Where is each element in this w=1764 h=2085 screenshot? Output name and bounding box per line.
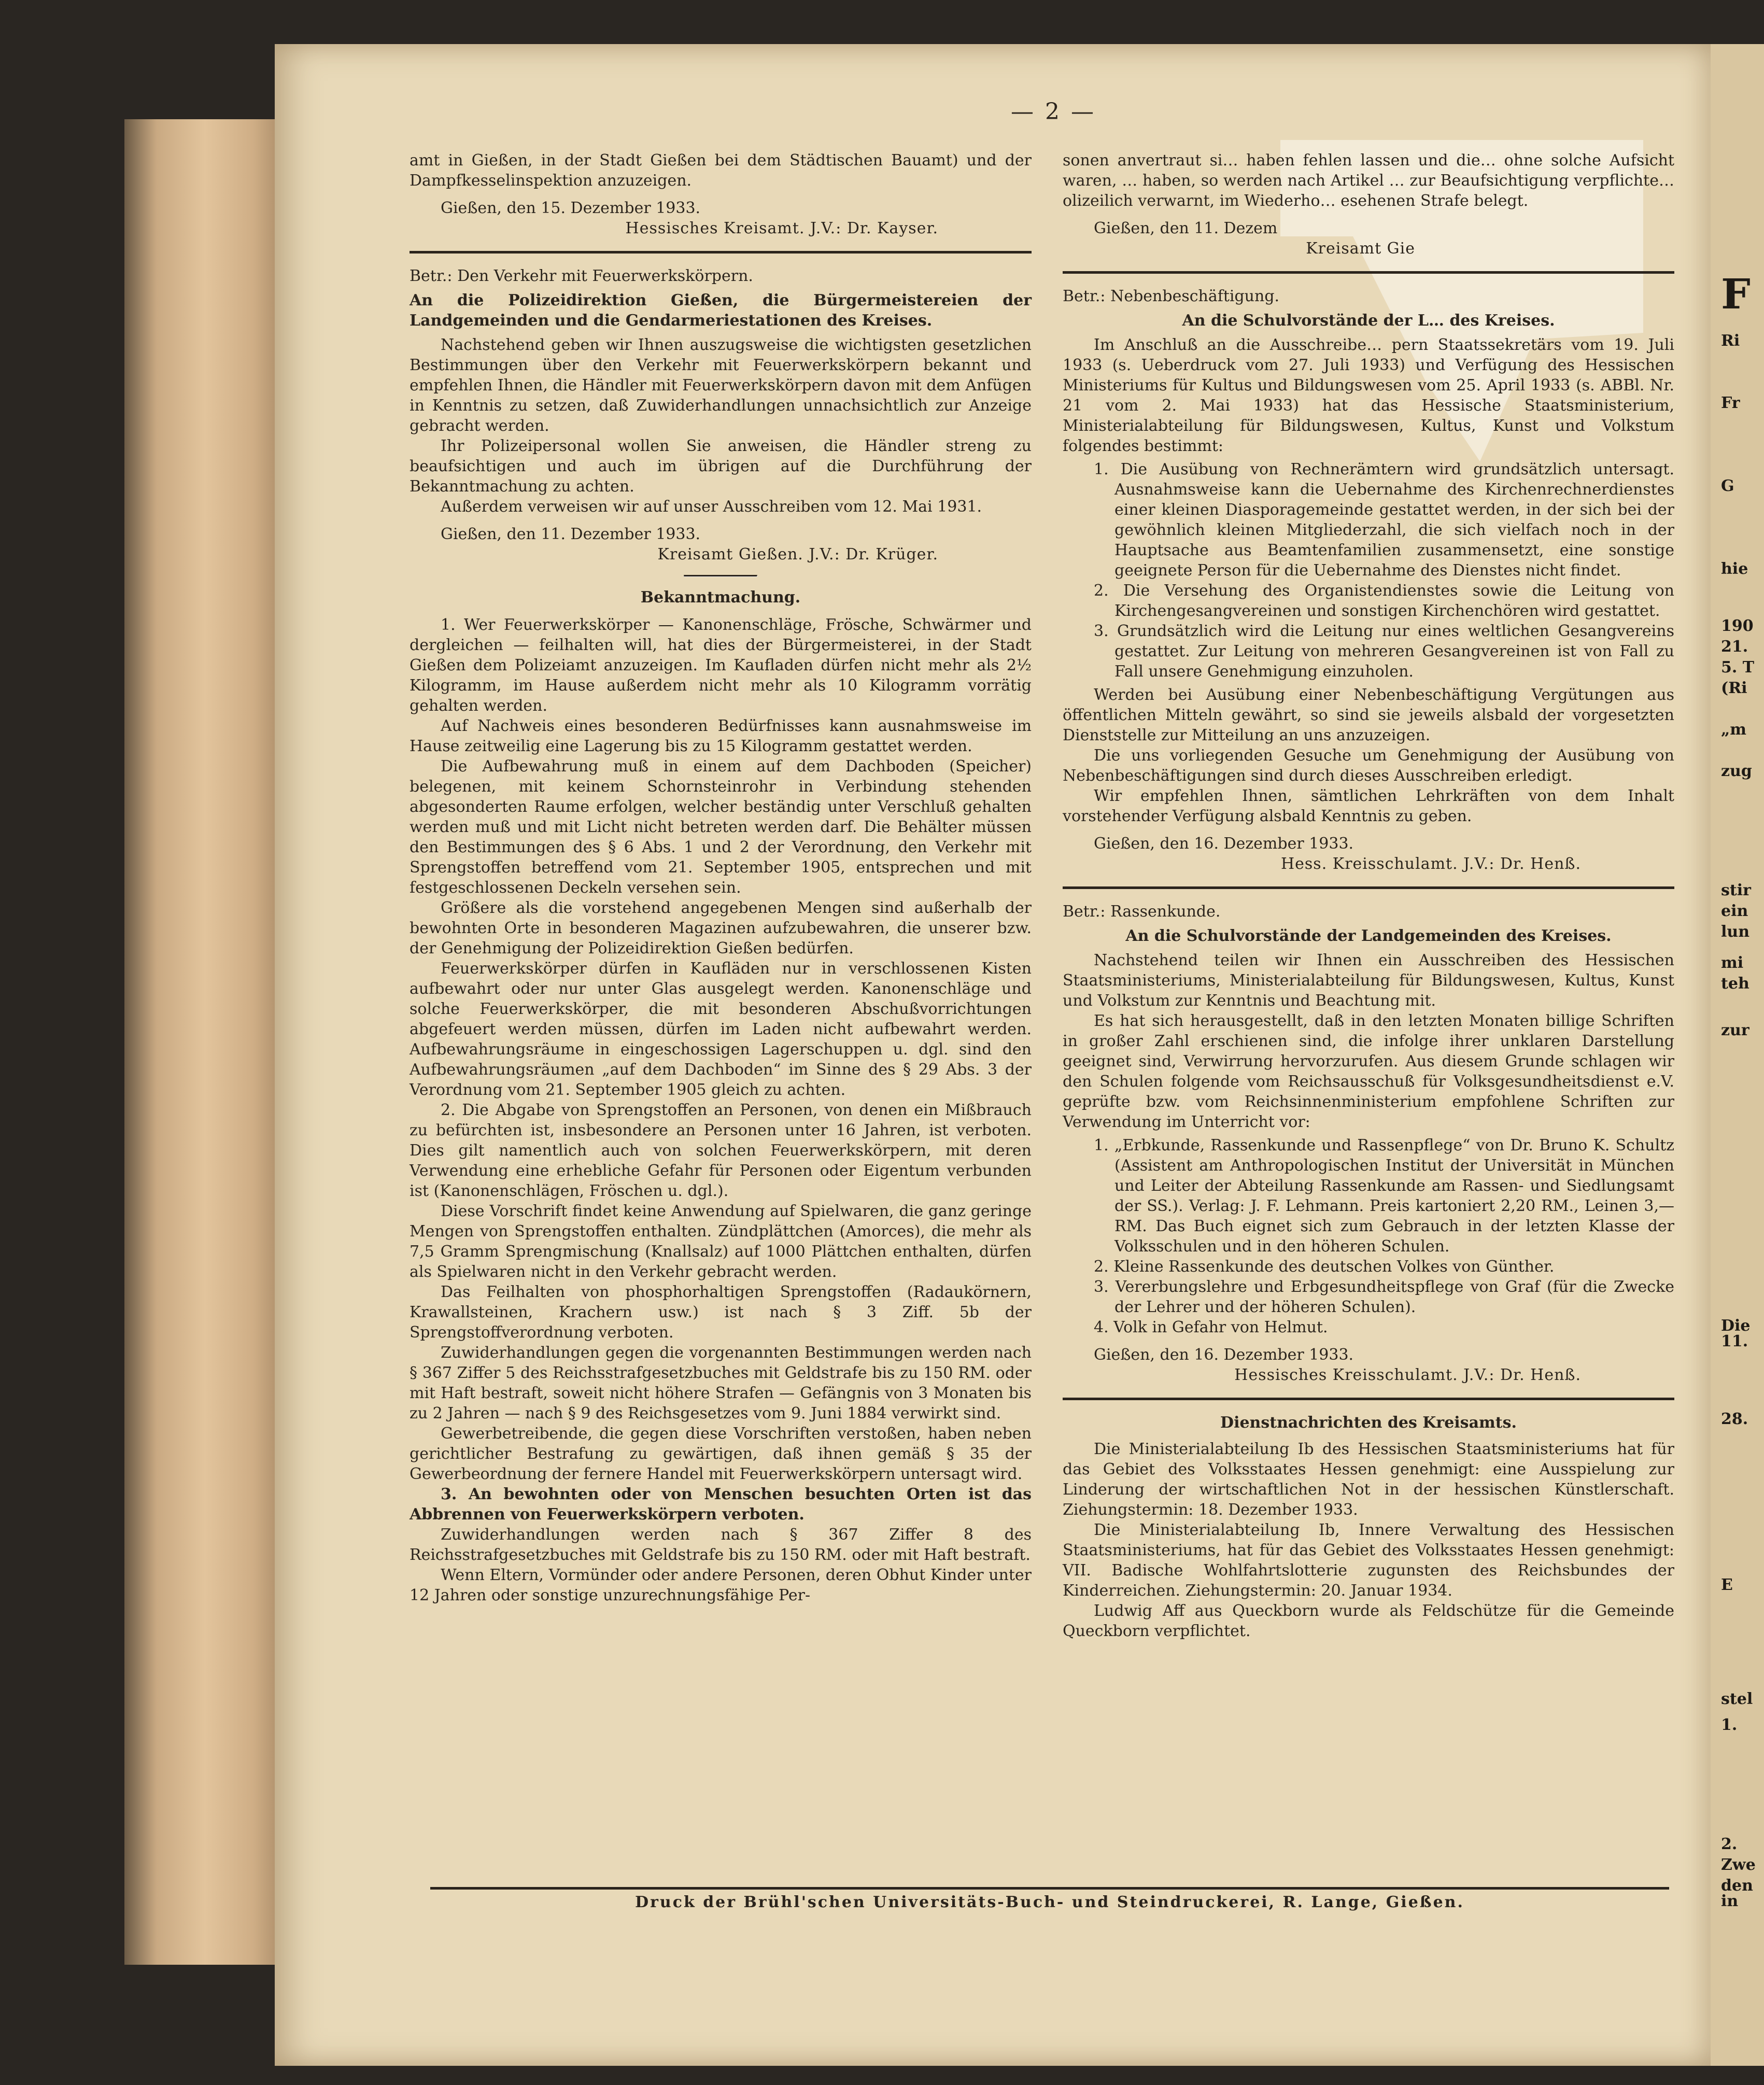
numbered-list — [1094, 459, 1674, 682]
list-item: 3. Grundsätzlich wird die Leitung nur eines weltlichen Gesangvereins gestattet. Zur Leitung von mehreren Gesangvereinen ist von Fall zu Fall unsere Genehmigung einzuholen. — [1094, 622, 1674, 681]
adjacent-page-fragment: teh — [1721, 975, 1749, 993]
date-line: Gießen, den 16. Dezember 1933. — [1094, 835, 1354, 853]
right-column — [1063, 150, 1674, 1641]
left-column — [410, 150, 1032, 1605]
adjacent-page-fragment: stel — [1721, 1690, 1753, 1708]
paragraph: Außerdem verweisen wir auf unser Ausschreiben vom 12. Mai 1931. — [441, 498, 982, 516]
signature: Kreisamt Gießen. J.V.: Dr. Krüger. — [657, 545, 938, 563]
adjacent-page-fragment: 28. — [1721, 1410, 1748, 1428]
announcement-title: Bekanntmachung. — [640, 588, 801, 607]
paragraph: Die uns vorliegenden Gesuche um Genehmigung der Ausübung von Nebenbeschäftigungen sind durch dieses Ausschreiben erledigt. — [1063, 746, 1674, 785]
paragraph: Gewerbetreibende, die gegen diese Vorschriften verstoßen, haben neben gerichtlicher Bestrafung zu gewärtigen, daß ihnen gemäß § 35 der Gewerbeordnung der fernere Handel mit Feuerwerkskörpern untersagt wird. — [410, 1425, 1032, 1483]
list-item: 2. Die Versehung des Organistendienstes sowie die Leitung von Kirchengesangvereinen und sonstigen Kirchenchören wird gestattet. — [1094, 582, 1674, 620]
paragraph: Feuerwerkskörper dürfen in Kaufläden nur in verschlossenen Kisten aufbewahrt oder nur unter Glas ausgelegt werden. Kanonenschläge und solche Feuerwerkskörper, die mit besonderen Abschußvorrichtungen abgefeuert werden müssen, dürfen im Laden nicht aufbewahrt werden. Aufbewahrungsräume in eingeschossigen Lagerschuppen u. dgl. sind den Aufbewahrungsräumen „auf dem Dachboden“ im Sinne des § 29 Abs. 3 der Verordnung vom 21. September 1905 gleich zu achten. — [410, 960, 1032, 1099]
list-item: 1. „Erbkunde, Rassenkunde und Rassenpflege“ von Dr. Bruno K. Schultz (Assistent am Anthropologischen Institut der Universität in München und Leiter der Abteilung Rassenkunde am Rassen- und Siedlungsamt der SS.). Verlag: J. F. Lehmann. Preis kartoniert 2,20 RM., Leinen 3,— RM. Das Buch eignet sich zum Gebrauch in der letzten Klasse der Volksschulen und in den höheren Schulen. — [1094, 1136, 1674, 1256]
adjacent-page-fragment: hie — [1721, 560, 1748, 578]
book-page-edges — [124, 119, 285, 1965]
page-number: — 2 — — [1011, 98, 1096, 125]
list-item: 3. Vererbungslehre und Erbgesundheitspflege von Graf (für die Zwecke der Lehrer und der höheren Schulen). — [1094, 1278, 1674, 1316]
paragraph: Es hat sich herausgestellt, daß in den letzten Monaten billige Schriften in großer Zahl erschienen sind, die infolge ihrer unklaren Darstellung geeignet sind, Verwirrung hervorzurufen. Aus diesem Grunde schlagen wir den Schulen folgende vom Reichsausschuß für Volksgesundheitsdienst e.V. geprüfte bzw. vom Reichsinnenministerium empfohlene Schriften zur Verwendung im Unterricht vor: — [1063, 1012, 1674, 1131]
adjacent-page-fragment: lun — [1721, 923, 1750, 941]
paragraph: Wenn Eltern, Vormünder oder andere Personen, deren Obhut Kinder unter 12 Jahren oder sonstige unzurechnungsfähige Per- — [410, 1566, 1032, 1604]
section-divider — [1063, 271, 1674, 274]
adjacent-page-fragment: Ri — [1721, 332, 1740, 350]
paragraph: Zuwiderhandlungen werden nach § 367 Ziffer 8 des Reichsstrafgesetzbuches mit Geldstrafe bis zu 150 RM. oder mit Haft bestraft. — [410, 1526, 1032, 1564]
adjacent-page-fragment: „m — [1721, 721, 1746, 739]
short-divider — [684, 575, 757, 577]
adjacent-page-fragment: F — [1721, 270, 1751, 318]
signature: Kreisamt Gie — [1306, 240, 1415, 258]
paragraph: Die Ministerialabteilung Ib des Hessischen Staatsministeriums hat für das Gebiet des Volksstaates Hessen genehmigt: eine Ausspielung zur Linderung der wirtschaftlichen Not in der hessischen Künstlerschaft. Ziehungstermin: 18. Dezember 1933. — [1063, 1440, 1674, 1519]
adjacent-page-fragment: (Ri — [1721, 679, 1747, 697]
paragraph: 1. Wer Feuerwerkskörper — Kanonenschläge, Frösche, Schwärmer und dergleichen — feilhalten will, hat dies der Bürgermeisterei, in der Stadt Gießen dem Polizeiamt anzuzeigen. Im Kaufladen dürfen nicht mehr als 2½ Kilogramm, im Hause außerdem nicht mehr als 10 Kilogramm vorrätig gehalten werden. — [410, 616, 1032, 715]
adjacent-page-fragment: mi — [1721, 954, 1744, 972]
list-item: 4. Volk in Gefahr von Helmut. — [1094, 1318, 1328, 1336]
subject-line: Betr.: Rassenkunde. — [1063, 903, 1221, 921]
paragraph: Die Ministerialabteilung Ib, Innere Verwaltung des Hessischen Staatsministeriums, hat für das Gebiet des Volksstaates Hessen genehmigt: VII. Badische Wohlfahrtslotterie zugunsten des Reichsbundes der Kinderreichen. Ziehungstermin: 20. Januar 1934. — [1063, 1521, 1674, 1600]
paragraph: Nachstehend geben wir Ihnen auszugsweise die wichtigsten gesetzlichen Bestimmungen über den Verkehr mit Feuerwerkskörpern bekannt und empfehlen Ihnen, die Händler mit Feuerwerkskörpern davon mit dem Anfügen in Kenntnis zu setzen, daß Zuwiderhandlungen unnachsichtlich zur Anzeige gebracht werden. — [410, 336, 1032, 435]
paragraph: Auf Nachweis eines besonderen Bedürfnisses kann ausnahmsweise im Hause zeitweilig eine Lagerung bis zu 15 Kilogramm gestattet werden. — [410, 717, 1032, 755]
adjacent-page-fragment: Zwe — [1721, 1856, 1756, 1874]
paragraph: Werden bei Ausübung einer Nebenbeschäftigung Vergütungen aus öffentlichen Mitteln gewährt, so sind sie jeweils alsbald der vorgesetzten Dienststelle zur Mitteilung an uns anzuzeigen. — [1063, 686, 1674, 744]
adjacent-page-fragment: den — [1721, 1877, 1753, 1895]
adjacent-page-fragment: Die — [1721, 1317, 1751, 1335]
adjacent-page-fragment: 190 — [1721, 617, 1754, 635]
paragraph: Zuwiderhandlungen gegen die vorgenannten Bestimmungen werden nach § 367 Ziffer 5 des Reichsstrafgesetzbuches mit Geldstrafe bis zu 150 RM. oder mit Haft bestraft, soweit nicht höhere Strafen — Gefängnis von 3 Monaten bis zu 2 Jahren — nach § 9 des Reichsgesetzes vom 9. Juni 1884 verwirkt sind. — [410, 1344, 1032, 1422]
adjacent-page-fragment: 21. — [1721, 638, 1748, 656]
paragraph: Größere als die vorstehend angegebenen Mengen sind außerhalb der bewohnten Orte in besonderen Magazinen aufzubewahren, die unserer bzw. der Genehmigung der Polizeidirektion Gießen bedürfen. — [410, 899, 1032, 957]
adjacent-page-fragment: in — [1721, 1892, 1739, 1910]
date-line: Gießen, den 11. Dezember 1933. — [441, 525, 701, 543]
adjacent-page-fragment: Fr — [1721, 394, 1740, 412]
addressee-line: An die Schulvorstände der L… des Kreises. — [1182, 312, 1555, 330]
adjacent-page-fragment: ein — [1721, 902, 1748, 920]
addressee-line: An die Polizeidirektion Gießen, die Bürgermeistereien der Landgemeinden und die Gendarmeriestationen des Kreises. — [410, 291, 1032, 330]
paragraph: Wir empfehlen Ihnen, sämtlichen Lehrkräften von dem Inhalt vorstehender Verfügung alsbald Kenntnis zu geben. — [1063, 787, 1674, 825]
adjacent-page-fragment: zug — [1721, 762, 1752, 780]
torn-fragment-text: sonen anvertraut si… haben fehlen lassen und die… ohne solche Aufsicht waren, … haben, so werden nach Artikel … zur Beaufsichtigung verpflichte… olizeilich verwarnt, im Wiederho… esehenen Strafe belegt. — [1063, 151, 1674, 210]
adjacent-page-fragment: 1. — [1721, 1716, 1738, 1734]
section-divider — [1063, 886, 1674, 889]
paragraph: Ihr Polizeipersonal wollen Sie anweisen, die Händler streng zu beaufsichtigen und auch im übrigen auf die Durchführung der Bekanntmachung zu achten. — [410, 437, 1032, 496]
paragraph: Ludwig Aff aus Queckborn wurde als Feldschütze für die Gemeinde Queckborn verpflichtet. — [1063, 1602, 1674, 1640]
signature: Hess. Kreisschulamt. J.V.: Dr. Henß. — [1281, 855, 1581, 873]
subject-line: Betr.: Den Verkehr mit Feuerwerkskörpern. — [410, 267, 753, 285]
section-divider — [410, 251, 1032, 253]
adjacent-page-fragment: E — [1721, 1576, 1733, 1594]
service-news-title: Dienstnachrichten des Kreisamts. — [1220, 1414, 1517, 1432]
subject-line: Betr.: Nebenbeschäftigung. — [1063, 287, 1280, 305]
numbered-list — [1094, 1135, 1674, 1337]
adjacent-page-fragment: 11. — [1721, 1332, 1748, 1350]
footer-divider — [430, 1887, 1669, 1890]
intro-text: amt in Gießen, in der Stadt Gießen bei dem Städtischen Bauamt) und der Dampfkesselinspektion anzuzeigen. — [410, 151, 1032, 190]
signature: Hessisches Kreisschulamt. J.V.: Dr. Henß. — [1234, 1366, 1581, 1384]
date-line: Gießen, den 11. Dezem — [1094, 219, 1278, 237]
date-line: Gießen, den 16. Dezember 1933. — [1094, 1346, 1354, 1364]
paragraph: Nachstehend teilen wir Ihnen ein Ausschreiben des Hessischen Staatsministeriums, Ministerialabteilung für Bildungswesen, Kultus, Kunst und Volkstum zur Kenntnis und Beachtung mit. — [1063, 951, 1674, 1010]
paragraph: Im Anschluß an die Ausschreibe… pern Staatssekretärs vom 19. Juli 1933 (s. Ueberdruck vom 27. Juli 1933) und Verfügung des Hessischen Ministeriums für Kultus und Bildungswesen vom 25. April 1933 (s. ABBl. Nr. 21 vom 2. Mai 1933) hat das Hessische Staatsministerium, Ministerialabteilung für Bildungswesen, Kultus, Kunst und Volkstum folgendes bestimmt: — [1063, 336, 1674, 455]
paragraph: Die Aufbewahrung muß in einem auf dem Dachboden (Speicher) belegenen, mit keinem Schornsteinrohr in Verbindung stehenden abgesonderten Raume erfolgen, welcher beständig unter Verschluß gehalten werden muß und mit Licht nicht betreten werden darf. Die Behälter müssen den Bestimmungen des § 6 Abs. 1 und 2 der Verordnung, den Verkehr mit Sprengstoffen betreffend vom 21. September 1905, entsprechen und mit festgeschlossenen Deckeln versehen sein. — [410, 757, 1032, 897]
adjacent-page-fragment: 5. T — [1721, 658, 1755, 677]
paragraph: 3. An bewohnten oder von Menschen besuchten Orten ist das Abbrennen von Feuerwerkskörpern verboten. — [410, 1485, 1032, 1524]
printer-imprint: Druck der Brühl'schen Universitäts-Buch- und Steindruckerei, R. Lange, Gießen. — [635, 1893, 1464, 1911]
adjacent-page-fragment: G — [1721, 477, 1734, 495]
paragraph: Diese Vorschrift findet keine Anwendung auf Spielwaren, die ganz geringe Mengen von Sprengstoffen enthalten. Zündplättchen (Amorces), die mehr als 7,5 Gramm Sprengmischung (Knallsalz) auf 1000 Plättchen enthalten, dürfen als Spielwaren nicht in den Verkehr gebracht werden. — [410, 1202, 1032, 1281]
section-divider — [1063, 1398, 1674, 1400]
adjacent-page-fragment: 2. — [1721, 1835, 1738, 1853]
intro-date: Gießen, den 15. Dezember 1933. — [441, 199, 701, 217]
list-item: 1. Die Ausübung von Rechnerämtern wird grundsätzlich untersagt. Ausnahmsweise kann die Uebernahme des Kirchenrechnerdienstes einer kleinen Diasporagemeinde gestattet werden, in der sich bei der gewöhnlich kleinen Mitgliederzahl, die sich vielfach noch in der Hauptsache aus Beamtenfamilien zusammensetzt, eine sonstige geeignete Person für die Uebernahme des Dienstes nicht findet. — [1094, 460, 1674, 580]
paragraph: 2. Die Abgabe von Sprengstoffen an Personen, von denen ein Mißbrauch zu befürchten ist, insbesondere an Personen unter 16 Jahren, ist verboten. Dies gilt namentlich auch von solchen Feuerwerkskörpern, mit deren Verwendung eine erhebliche Gefahr für Personen oder Eigentum verbunden ist (Kanonenschlägen, Fröschen u. dgl.). — [410, 1101, 1032, 1200]
addressee-line: An die Schulvorstände der Landgemeinden des Kreises. — [1125, 927, 1612, 945]
adjacent-page-fragment: zur — [1721, 1021, 1749, 1039]
intro-signature: Hessisches Kreisamt. J.V.: Dr. Kayser. — [625, 219, 938, 237]
paragraph: Das Feilhalten von phosphorhaltigen Sprengstoffen (Radaukörnern, Krawallsteinen, Krachern usw.) ist nach § 3 Ziff. 5b der Sprengstoffverordnung verboten. — [410, 1283, 1032, 1342]
adjacent-page-fragment: stir — [1721, 881, 1751, 899]
list-item: 2. Kleine Rassenkunde des deutschen Volkes von Günther. — [1094, 1258, 1555, 1276]
